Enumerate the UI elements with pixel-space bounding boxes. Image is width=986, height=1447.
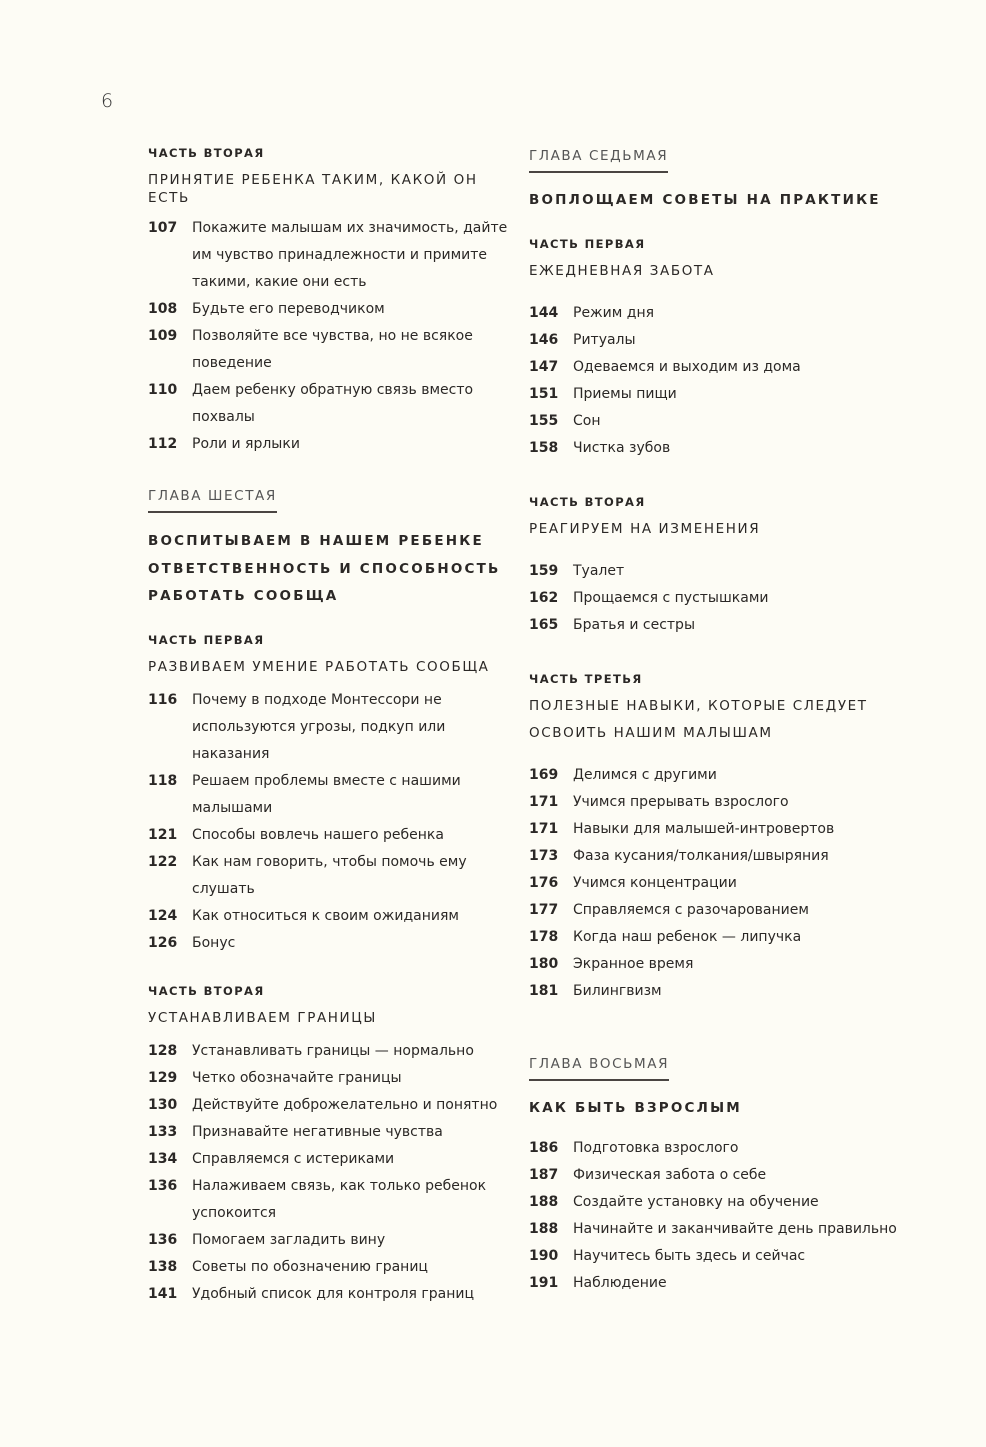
- part-title: УСТАНАВЛИВАЕМ ГРАНИЦЫ: [148, 1009, 377, 1026]
- toc-entry[interactable]: [148, 903, 508, 930]
- entry-title: Создайте установку на обучение: [573, 1194, 819, 1210]
- entry-title: Подготовка взрослого: [573, 1140, 739, 1156]
- entry-title: Почему в подходе Монтессори не используются угрозы, подкуп или наказания: [192, 691, 446, 762]
- toc-entry[interactable]: [529, 327, 909, 354]
- entry-title: Экранное время: [573, 955, 694, 972]
- page-ref: 171: [529, 793, 559, 810]
- entry-title: Действуйте доброжелательно и понятно: [192, 1096, 498, 1113]
- toc-list: [148, 215, 508, 458]
- page-ref: 122: [148, 853, 178, 870]
- entry-title: Физическая забота о себе: [573, 1167, 767, 1183]
- toc-list: [148, 687, 508, 957]
- entry-title: Советы по обозначению границ: [192, 1258, 428, 1275]
- entry-title: Решаем проблемы вместе с нашими малышами: [192, 772, 461, 816]
- toc-entry[interactable]: [529, 435, 909, 462]
- toc-right-column: [529, 145, 909, 1297]
- entry-title: Туалет: [573, 562, 625, 579]
- part-title-line: ПОЛЕЗНЫЕ НАВЫКИ, КОТОРЫЕ СЛЕДУЕТ: [529, 697, 868, 714]
- toc-list: [529, 300, 909, 462]
- entry-title: Как нам говорить, чтобы помочь ему слушать: [192, 853, 467, 897]
- chapter-label: ГЛАВА ШЕСТАЯ: [148, 488, 277, 513]
- page-number: 6: [101, 90, 114, 112]
- toc-entry[interactable]: [148, 1173, 508, 1227]
- entry-title: Учимся прерывать взрослого: [573, 793, 789, 810]
- page-ref: 147: [529, 358, 559, 375]
- page-ref: 151: [529, 385, 559, 402]
- page-ref: 169: [529, 766, 559, 783]
- page-ref: 126: [148, 934, 178, 951]
- page-ref: 173: [529, 847, 559, 864]
- part-label: ЧАСТЬ ВТОРАЯ: [148, 983, 265, 998]
- page-ref: 191: [529, 1275, 559, 1291]
- part-label: ЧАСТЬ ТРЕТЬЯ: [529, 671, 643, 686]
- page-ref: 180: [529, 955, 559, 972]
- part-label: ЧАСТЬ ВТОРАЯ: [148, 146, 265, 160]
- entry-title: Роли и ярлыки: [192, 436, 300, 452]
- toc-entry[interactable]: [529, 789, 909, 816]
- toc-entry[interactable]: [529, 951, 909, 978]
- entry-title: Удобный список для контроля границ: [192, 1285, 474, 1302]
- toc-entry[interactable]: [529, 924, 909, 951]
- entry-title: Научитесь быть здесь и сейчас: [573, 1248, 806, 1264]
- part-title: ЕЖЕДНЕВНАЯ ЗАБОТА: [529, 262, 715, 279]
- page-ref: 138: [148, 1258, 178, 1275]
- toc-left-column: [148, 145, 508, 1308]
- toc-list: [529, 1135, 909, 1297]
- chapter-title: [148, 528, 508, 611]
- toc-entry[interactable]: [148, 849, 508, 903]
- page-ref: 108: [148, 301, 178, 317]
- entry-title: Когда наш ребенок — липучка: [573, 928, 802, 945]
- page-ref: 136: [148, 1231, 178, 1248]
- entry-title: Делимся с другими: [573, 766, 717, 783]
- page-ref: 134: [148, 1150, 178, 1167]
- page-ref: 158: [529, 439, 559, 456]
- chapter-title-line: ОТВЕТСТВЕННОСТЬ И СПОСОБНОСТЬ: [148, 560, 501, 577]
- entry-title: Справляемся с разочарованием: [573, 901, 809, 918]
- page-ref: 141: [148, 1285, 178, 1302]
- page-ref: 118: [148, 772, 178, 789]
- entry-title: Помогаем загладить вину: [192, 1231, 386, 1248]
- toc-entry[interactable]: [148, 1065, 508, 1092]
- page-ref: 129: [148, 1069, 178, 1086]
- page-ref: 116: [148, 691, 178, 708]
- chapter-title-line: ВОПЛОЩАЕМ СОВЕТЫ НА ПРАКТИКЕ: [529, 192, 881, 208]
- entry-title: Будьте его переводчиком: [192, 301, 385, 317]
- page-ref: 162: [529, 589, 559, 606]
- part-title: РЕАГИРУЕМ НА ИЗМЕНЕНИЯ: [529, 520, 761, 537]
- entry-title: Прощаемся с пустышками: [573, 589, 769, 606]
- chapter-label: ГЛАВА ВОСЬМАЯ: [529, 1056, 669, 1081]
- entry-title: Учимся концентрации: [573, 874, 737, 891]
- toc-entry[interactable]: [148, 1092, 508, 1119]
- toc-entry[interactable]: [529, 585, 909, 612]
- entry-title: Признавайте негативные чувства: [192, 1123, 443, 1140]
- toc-entry[interactable]: [529, 762, 909, 789]
- toc-entry[interactable]: [148, 1038, 508, 1065]
- page-ref: 128: [148, 1042, 178, 1059]
- entry-title: Ритуалы: [573, 331, 636, 348]
- part-title: РАЗВИВАЕМ УМЕНИЕ РАБОТАТЬ СООБЩА: [148, 658, 490, 675]
- entry-title: Покажите малышам их значимость, дайте им чувство принадлежности и примите такими, какие они есть: [192, 220, 508, 290]
- toc-entry[interactable]: [148, 1254, 508, 1281]
- page-ref: 181: [529, 982, 559, 999]
- toc-entry[interactable]: [529, 870, 909, 897]
- entry-title: Сон: [573, 412, 601, 429]
- chapter-title: [529, 1095, 909, 1123]
- page-ref: 136: [148, 1177, 178, 1194]
- toc-entry[interactable]: [529, 1216, 909, 1243]
- toc-entry[interactable]: [529, 843, 909, 870]
- toc-entry[interactable]: [529, 558, 909, 585]
- page-ref: 130: [148, 1096, 178, 1113]
- entry-title: Бонус: [192, 934, 236, 951]
- toc-entry[interactable]: [148, 768, 508, 822]
- page-ref: 155: [529, 412, 559, 429]
- entry-title: Позволяйте все чувства, но не всякое поведение: [192, 328, 473, 371]
- toc-entry[interactable]: [148, 1146, 508, 1173]
- entry-title: Наблюдение: [573, 1275, 667, 1291]
- toc-entry[interactable]: [529, 354, 909, 381]
- entry-title: Устанавливать границы — нормально: [192, 1042, 474, 1059]
- chapter-title-line: КАК БЫТЬ ВЗРОСЛЫМ: [529, 1099, 742, 1116]
- page-ref: 121: [148, 826, 178, 843]
- page-ref: 110: [148, 382, 178, 398]
- page-ref: 178: [529, 928, 559, 945]
- chapter-title-line: РАБОТАТЬ СООБЩА: [148, 588, 339, 604]
- toc-entry[interactable]: [529, 300, 909, 327]
- toc-entry[interactable]: [148, 323, 508, 377]
- toc-entry[interactable]: [148, 431, 508, 458]
- toc-entry[interactable]: [529, 381, 909, 408]
- part-label: ЧАСТЬ ПЕРВАЯ: [148, 632, 265, 647]
- toc-entry[interactable]: [148, 1119, 508, 1146]
- toc-list: [529, 762, 909, 1005]
- page-ref: 124: [148, 907, 178, 924]
- toc-entry[interactable]: [529, 978, 909, 1005]
- entry-title: Как относиться к своим ожиданиям: [192, 907, 459, 924]
- toc-entry[interactable]: [148, 1227, 508, 1254]
- page-ref: 112: [148, 436, 178, 452]
- toc-entry[interactable]: [529, 816, 909, 843]
- page-ref: 187: [529, 1167, 559, 1183]
- entry-title: Даем ребенку обратную связь вместо похвалы: [192, 382, 474, 425]
- entry-title: Режим дня: [573, 304, 655, 321]
- entry-title: Начинайте и заканчивайте день правильно: [573, 1221, 897, 1237]
- page-ref: 190: [529, 1248, 559, 1264]
- toc-entry[interactable]: [148, 1281, 508, 1308]
- chapter-label: ГЛАВА СЕДЬМАЯ: [529, 148, 668, 173]
- toc-entry[interactable]: [148, 296, 508, 323]
- entry-title: Билингвизм: [573, 982, 662, 999]
- part-label: ЧАСТЬ ПЕРВАЯ: [529, 236, 646, 251]
- entry-title: Чистка зубов: [573, 439, 671, 456]
- page-ref: 186: [529, 1140, 559, 1156]
- page-ref: 107: [148, 220, 178, 236]
- toc-entry[interactable]: [148, 687, 508, 768]
- entry-title: Братья и сестры: [573, 616, 696, 633]
- page-ref: 171: [529, 820, 559, 837]
- toc-entry[interactable]: [148, 215, 508, 296]
- toc-entry[interactable]: [148, 822, 508, 849]
- toc-list: [148, 1038, 508, 1308]
- toc-entry[interactable]: [529, 1189, 909, 1216]
- toc-entry[interactable]: [529, 1162, 909, 1189]
- entry-title: Одеваемся и выходим из дома: [573, 358, 801, 375]
- entry-title: Способы вовлечь нашего ребенка: [192, 826, 444, 843]
- entry-title: Приемы пищи: [573, 385, 677, 402]
- toc-entry[interactable]: [529, 1135, 909, 1162]
- page-ref: 176: [529, 874, 559, 891]
- entry-title: Фаза кусания/толкания/швыряния: [573, 847, 829, 864]
- toc-entry[interactable]: [529, 612, 909, 639]
- page-ref: 109: [148, 328, 178, 344]
- chapter-title-line: ВОСПИТЫВАЕМ В НАШЕМ РЕБЕНКЕ: [148, 533, 484, 549]
- page-ref: 144: [529, 304, 559, 321]
- entry-title: Справляемся с истериками: [192, 1150, 395, 1167]
- toc-entry[interactable]: [529, 1243, 909, 1270]
- toc-list: [529, 558, 909, 639]
- page-ref: 165: [529, 616, 559, 633]
- page-ref: 159: [529, 562, 559, 579]
- part-title-line: ОСВОИТЬ НАШИМ МАЛЫШАМ: [529, 724, 773, 741]
- page-ref: 188: [529, 1221, 559, 1237]
- page-ref: 133: [148, 1123, 178, 1140]
- chapter-title: [529, 187, 909, 215]
- part-label: ЧАСТЬ ВТОРАЯ: [529, 494, 646, 509]
- toc-entry[interactable]: [148, 930, 508, 957]
- toc-entry[interactable]: [148, 377, 508, 431]
- page-ref: 188: [529, 1194, 559, 1210]
- entry-title: Налаживаем связь, как только ребенок успокоится: [192, 1177, 487, 1221]
- page-ref: 177: [529, 901, 559, 918]
- entry-title: Четко обозначайте границы: [192, 1069, 402, 1086]
- toc-entry[interactable]: [529, 897, 909, 924]
- toc-entry[interactable]: [529, 408, 909, 435]
- toc-entry[interactable]: [529, 1270, 909, 1297]
- entry-title: Навыки для малышей-интровертов: [573, 820, 835, 837]
- part-title: ПРИНЯТИЕ РЕБЕНКА ТАКИМ, КАКОЙ ОН ЕСТЬ: [148, 172, 478, 206]
- page-ref: 146: [529, 331, 559, 348]
